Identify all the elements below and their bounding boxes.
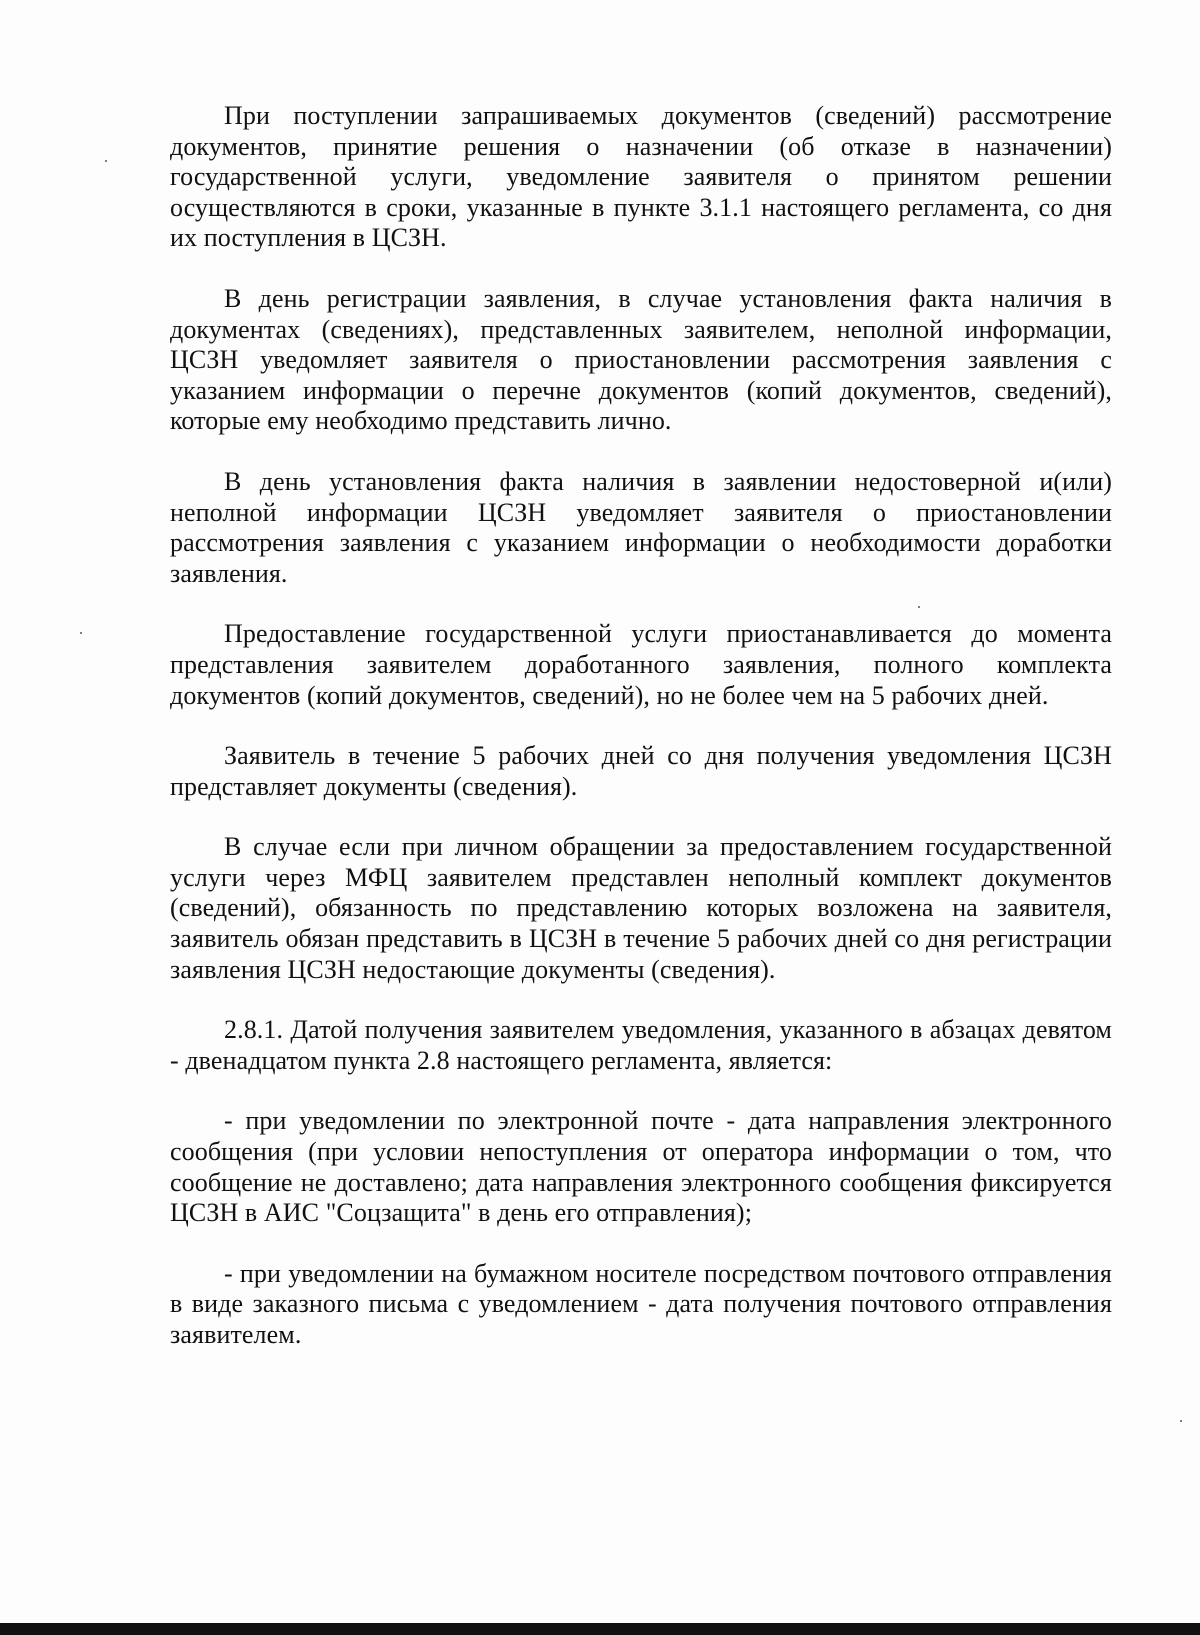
paragraph-9: - при уведомлении на бумажном носителе посредством почтового отправления в виде заказного письма с уведомлением - дата получения почтового отправления заявителем. (170, 1258, 1112, 1349)
paragraph-5: Заявитель в течение 5 рабочих дней со дня получения уведомления ЦСЗН представляет документы (сведения). (170, 741, 1112, 801)
scan-speck (80, 632, 82, 634)
scan-speck (1180, 1420, 1182, 1422)
document-body (170, 101, 1112, 1351)
paragraph-gap (170, 589, 1112, 619)
paragraph-gap (170, 1076, 1112, 1106)
paragraph-6: В случае если при личном обращении за предоставлением государственной услуги через МФЦ заявителем представлен неполный комплект документов (сведений), обязанность по представлению которых возложена на заявителя, заявитель обязан представить в ЦСЗН в течение 5 рабочих дней со дня регистрации заявления ЦСЗН недостающие документы (сведения). (170, 832, 1112, 984)
paragraph-gap (170, 1229, 1112, 1259)
paragraph-3: В день установления факта наличия в заявлении недостоверной и(или) неполной информации ЦСЗН уведомляет заявителя о приостановлении рассмотрения заявления с указанием информации о необходимости доработки заявления. (170, 466, 1112, 588)
paragraph-gap (170, 802, 1112, 832)
paragraph-gap (170, 711, 1112, 741)
paragraph-8: - при уведомлении по электронной почте - дата направления электронного сообщения (при условии непоступления от оператора информации о том, что сообщение не доставлено; дата направления электронного сообщения фиксируется ЦСЗН в АИС "Соцзащита" в день его отправления); (170, 1106, 1112, 1228)
paragraph-gap (170, 437, 1112, 467)
paragraph-4: Предоставление государственной услуги приостанавливается до момента представления заявителем доработанного заявления, полного комплекта документов (копий документов, сведений), но не более чем на 5 рабочих дней. (170, 619, 1112, 710)
paragraph-gap (170, 254, 1112, 284)
paragraph-gap (170, 985, 1112, 1015)
scan-edge-bar (0, 1623, 1200, 1635)
paragraph-1: При поступлении запрашиваемых документов (сведений) рассмотрение документов, принятие решения о назначении (об отказе в назначении) государственной услуги, уведомление заявителя о принятом решении осуществляются в сроки, указанные в пункте 3.1.1 настоящего регламента, со дня их поступления в ЦСЗН. (170, 101, 1112, 253)
paragraph-7: 2.8.1. Датой получения заявителем уведомления, указанного в абзацах девятом - двенадцатом пункта 2.8 настоящего регламента, является: (170, 1015, 1112, 1075)
scan-speck (105, 160, 107, 162)
scan-speck (918, 606, 920, 608)
paragraph-2: В день регистрации заявления, в случае установления факта наличия в документах (сведениях), представленных заявителем, неполной информации, ЦСЗН уведомляет заявителя о приостановлении рассмотрения заявления с указанием информации о перечне документов (копий документов, сведений), которые ему необходимо представить лично. (170, 283, 1112, 436)
